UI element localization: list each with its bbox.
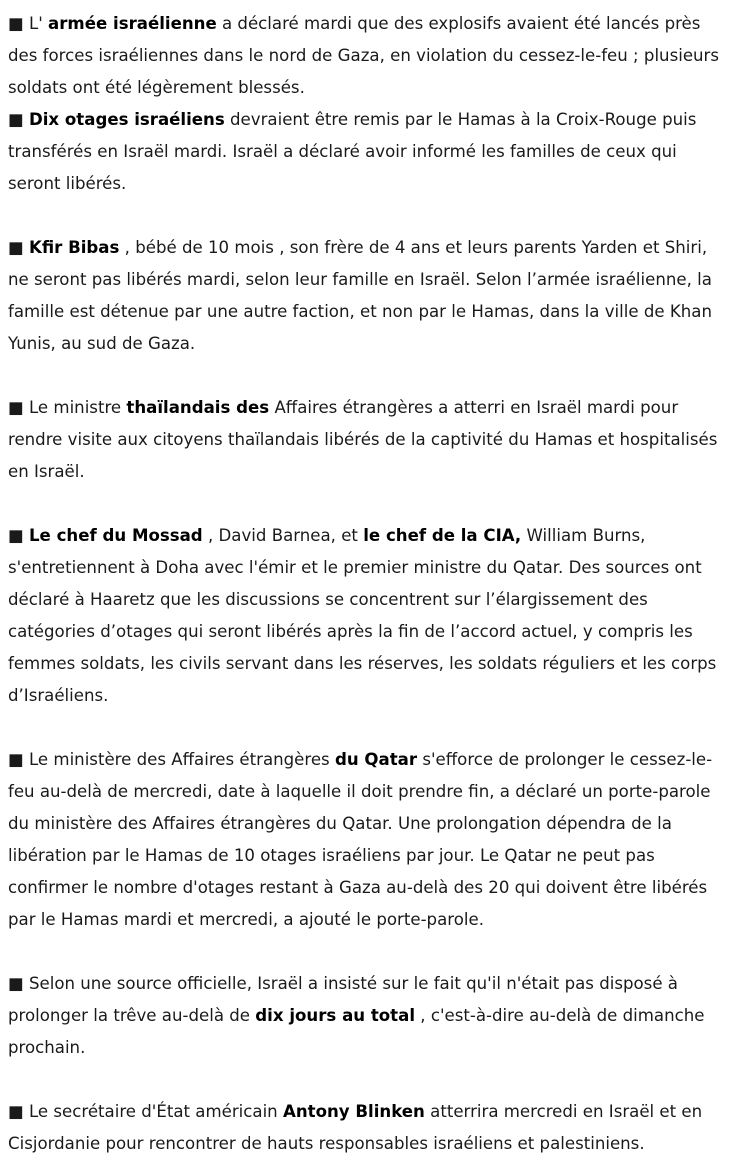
highlight: Dix otages israéliens — [28, 110, 225, 129]
bullet-icon: ■ — [8, 526, 24, 545]
highlight: Le chef du Mossad — [28, 526, 203, 545]
highlight: du Qatar — [334, 750, 418, 769]
news-item-ten-hostages: ■ Dix otages israéliens devraient être remis par le Hamas à la Croix-Rouge puis transférés en Israël mardi. Israël a déclaré avoir informé les familles de ceux qui seront libérés. — [8, 110, 697, 193]
highlight: Antony Blinken — [282, 1102, 425, 1121]
news-item-truce-limit: ■ Selon une source officielle, Israël a insisté sur le fait qu'il n'était pas disposé à prolonger la trêve au-delà de dix jours au total , c'est-à-dire au-delà de dimanche prochain. — [8, 974, 705, 1057]
bullet-icon: ■ — [8, 110, 24, 129]
news-item-thai-minister: ■ Le ministre thaïlandais des Affaires étrangères a atterri en Israël mardi pour rendre visite aux citoyens thaïlandais libérés de la captivité du Hamas et hospitalisés en Israël. — [8, 398, 718, 481]
highlight: armée israélienne — [48, 14, 217, 33]
news-item-explosives: ■ L' armée israélienne a déclaré mardi que des explosifs avaient été lancés près des forces israéliennes dans le nord de Gaza, en violation du cessez-le-feu ; plusieurs soldats ont été légèrement blessés. — [8, 14, 720, 97]
bullet-icon: ■ — [8, 1102, 24, 1121]
news-item-kfir-bibas: ■ Kfir Bibas , bébé de 10 mois , son frère de 4 ans et leurs parents Yarden et Shiri, ne seront pas libérés mardi, selon leur famille en Israël. Selon l’armée israélienne, la famille est détenue par une autre faction, et non par le Hamas, dans la ville de Khan Yunis, au sud de Gaza. — [8, 238, 712, 353]
news-item-mossad-cia: ■ Le chef du Mossad , David Barnea, et le chef de la CIA, William Burns, s'entretiennent à Doha avec l'émir et le premier ministre du Qatar. Des sources ont déclaré à Haaretz que les discussions se concentrent sur l’élargissement des catégories d’otages qui seront libérés après la fin de l’accord actuel, y compris les femmes soldats, les civils servant dans les réserves, les soldats réguliers et les corps d’Israéliens. — [8, 526, 717, 705]
news-item-blinken: ■ Le secrétaire d'État américain Antony Blinken atterrira mercredi en Israël et en Cisjordanie pour rencontrer de hauts responsables israéliens et palestiniens. — [8, 1102, 703, 1153]
bullet-icon: ■ — [8, 750, 24, 769]
bullet-icon: ■ — [8, 398, 24, 417]
bullet-icon: ■ — [8, 14, 24, 33]
highlight: thaïlandais des — [126, 398, 270, 417]
bullet-icon: ■ — [8, 974, 24, 993]
bullet-icon: ■ — [8, 238, 24, 257]
highlight: Kfir Bibas — [28, 238, 120, 257]
highlight: le chef de la CIA, — [363, 526, 522, 545]
highlight: dix jours au total — [255, 1006, 416, 1025]
news-item-qatar: ■ Le ministère des Affaires étrangères du Qatar s'efforce de prolonger le cessez-le-feu au-delà de mercredi, date à laquelle il doit prendre fin, a déclaré un porte-parole du ministère des Affaires étrangères du Qatar. Une prolongation dépendra de la libération par le Hamas de 10 otages israéliens par jour. Le Qatar ne peut pas confirmer le nombre d'otages restant à Gaza au-delà des 20 qui doivent être libérés par le Hamas mardi et mercredi, a ajouté le porte-parole. — [8, 750, 713, 929]
